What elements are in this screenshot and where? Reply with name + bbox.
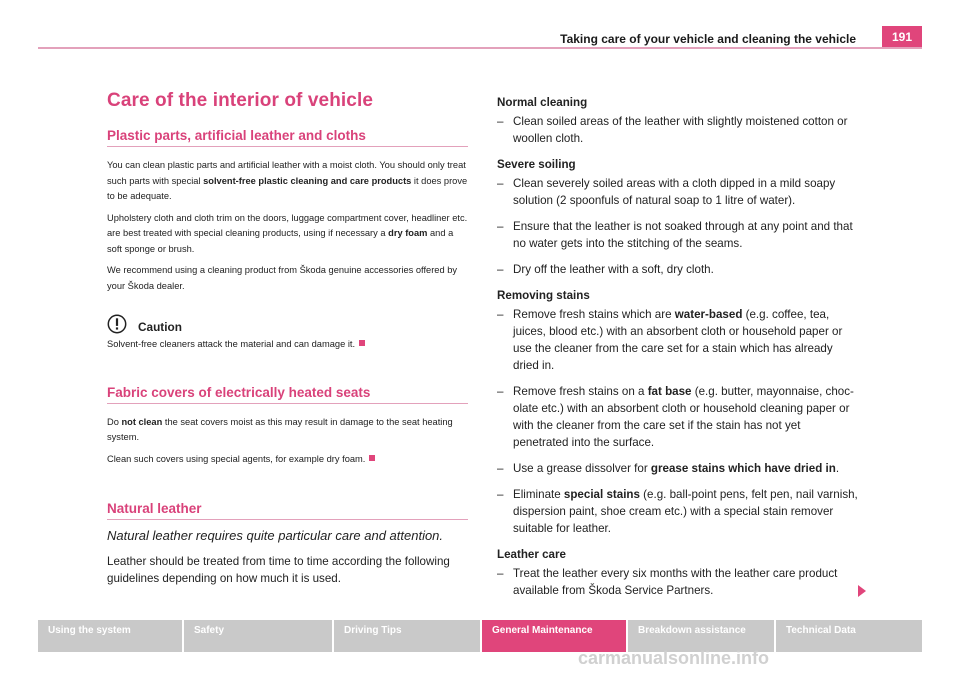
list-item: – Remove fresh stains which are water-based (e.g. coffee, tea, juices, blood etc.) with an absorbent cloth or household paper or use the cleaner from the care set for a stain which has already dried in. (497, 308, 843, 372)
tab-driving-tips[interactable]: Driving Tips (334, 620, 480, 652)
paragraph: We recommend using a cleaning product from Škoda genuine accessories offered by your Škoda dealer. (107, 265, 458, 291)
caution-title: Caution (138, 320, 182, 334)
next-page-arrow-icon[interactable] (858, 585, 866, 597)
subsection-title: Severe soiling (497, 158, 576, 171)
tab-using-the-system[interactable]: Using the system (38, 620, 182, 652)
running-header-title: Taking care of your vehicle and cleaning the vehicle (560, 32, 856, 46)
page-number-badge: 191 (882, 26, 922, 48)
list-item: – Treat the leather every six months with the leather care product available from Škoda Service Partners. (497, 567, 838, 597)
list-item: – Clean severely soiled areas with a cloth dipped in a mild soapy solution (2 spoonfuls of natural soap to 1 litre of water). (497, 177, 836, 207)
paragraph: You can clean plastic parts and artificial leather with a moist cloth. You should only treat such parts with special solvent-free plastic cleaning and care products it does prove to be adequate. (107, 160, 468, 201)
section-title-leather: Natural leather (107, 501, 468, 520)
right-column (497, 94, 859, 608)
paragraph: Do not clean the seat covers moist as this may result in damage to the seat heating system. (107, 416, 453, 442)
list-item: – Use a grease dissolver for grease stains which have dried in. (497, 462, 840, 475)
tab-breakdown-assistance[interactable]: Breakdown assistance (628, 620, 774, 652)
subsection-title: Leather care (497, 548, 566, 561)
paragraph: Leather should be treated from time to time according the following guidelines depending on how much it is used. (107, 555, 450, 585)
section-plastic-body (107, 158, 468, 353)
section-title-plastic: Plastic parts, artificial leather and cloths (107, 128, 468, 147)
tab-general-maintenance[interactable]: General Maintenance (482, 620, 626, 652)
section-intro: Natural leather requires quite particular care and attention. (107, 528, 444, 543)
list-item: – Ensure that the leather is not soaked through at any point and that no water gets into the stitching of the seams. (497, 220, 853, 250)
header-rule (38, 47, 922, 49)
list-item: – Remove fresh stains on a fat base (e.g. butter, mayonnaise, choc-olate etc.) with an absorbent cloth or household cleaning paper or with the cleaner from the care set if the stain has not yet penetrated into the surface. (497, 385, 854, 449)
footer-nav (38, 620, 922, 652)
list-item: – Dry off the leather with a soft, dry cloth. (497, 263, 714, 276)
list-item: – Clean soiled areas of the leather with slightly moistened cotton or woollen cloth. (497, 115, 848, 145)
subsection-title: Normal cleaning (497, 96, 588, 109)
caution-header (107, 314, 468, 334)
end-of-section-marker (369, 455, 375, 461)
tab-safety[interactable]: Safety (184, 620, 332, 652)
section-fabric-body (107, 415, 468, 468)
paragraph: Clean such covers using special agents, for example dry foam. (107, 452, 468, 468)
paragraph: Upholstery cloth and cloth trim on the doors, luggage compartment cover, headliner etc. are best treated with special cleaning products, using if necessary a dry foam and a soft sponge or brush. (107, 212, 468, 254)
left-column (107, 90, 468, 587)
page-heading: Care of the interior of vehicle (107, 90, 373, 111)
subsection-title: Removing stains (497, 289, 590, 302)
end-of-section-marker (359, 340, 365, 346)
caution-exclamation-icon (107, 314, 127, 334)
list-item: – Eliminate special stains (e.g. ball-point pens, felt pen, nail varnish, dispersion paint, shoe cream etc.) with a special stain remover suitable for leather. (497, 488, 858, 535)
caution-text: Solvent-free cleaners attack the material and can damage it. (107, 337, 468, 353)
section-title-fabric: Fabric covers of electrically heated seats (107, 385, 468, 404)
tab-technical-data[interactable]: Technical Data (776, 620, 922, 652)
watermark-text: carmanualsonline.info (578, 648, 770, 668)
